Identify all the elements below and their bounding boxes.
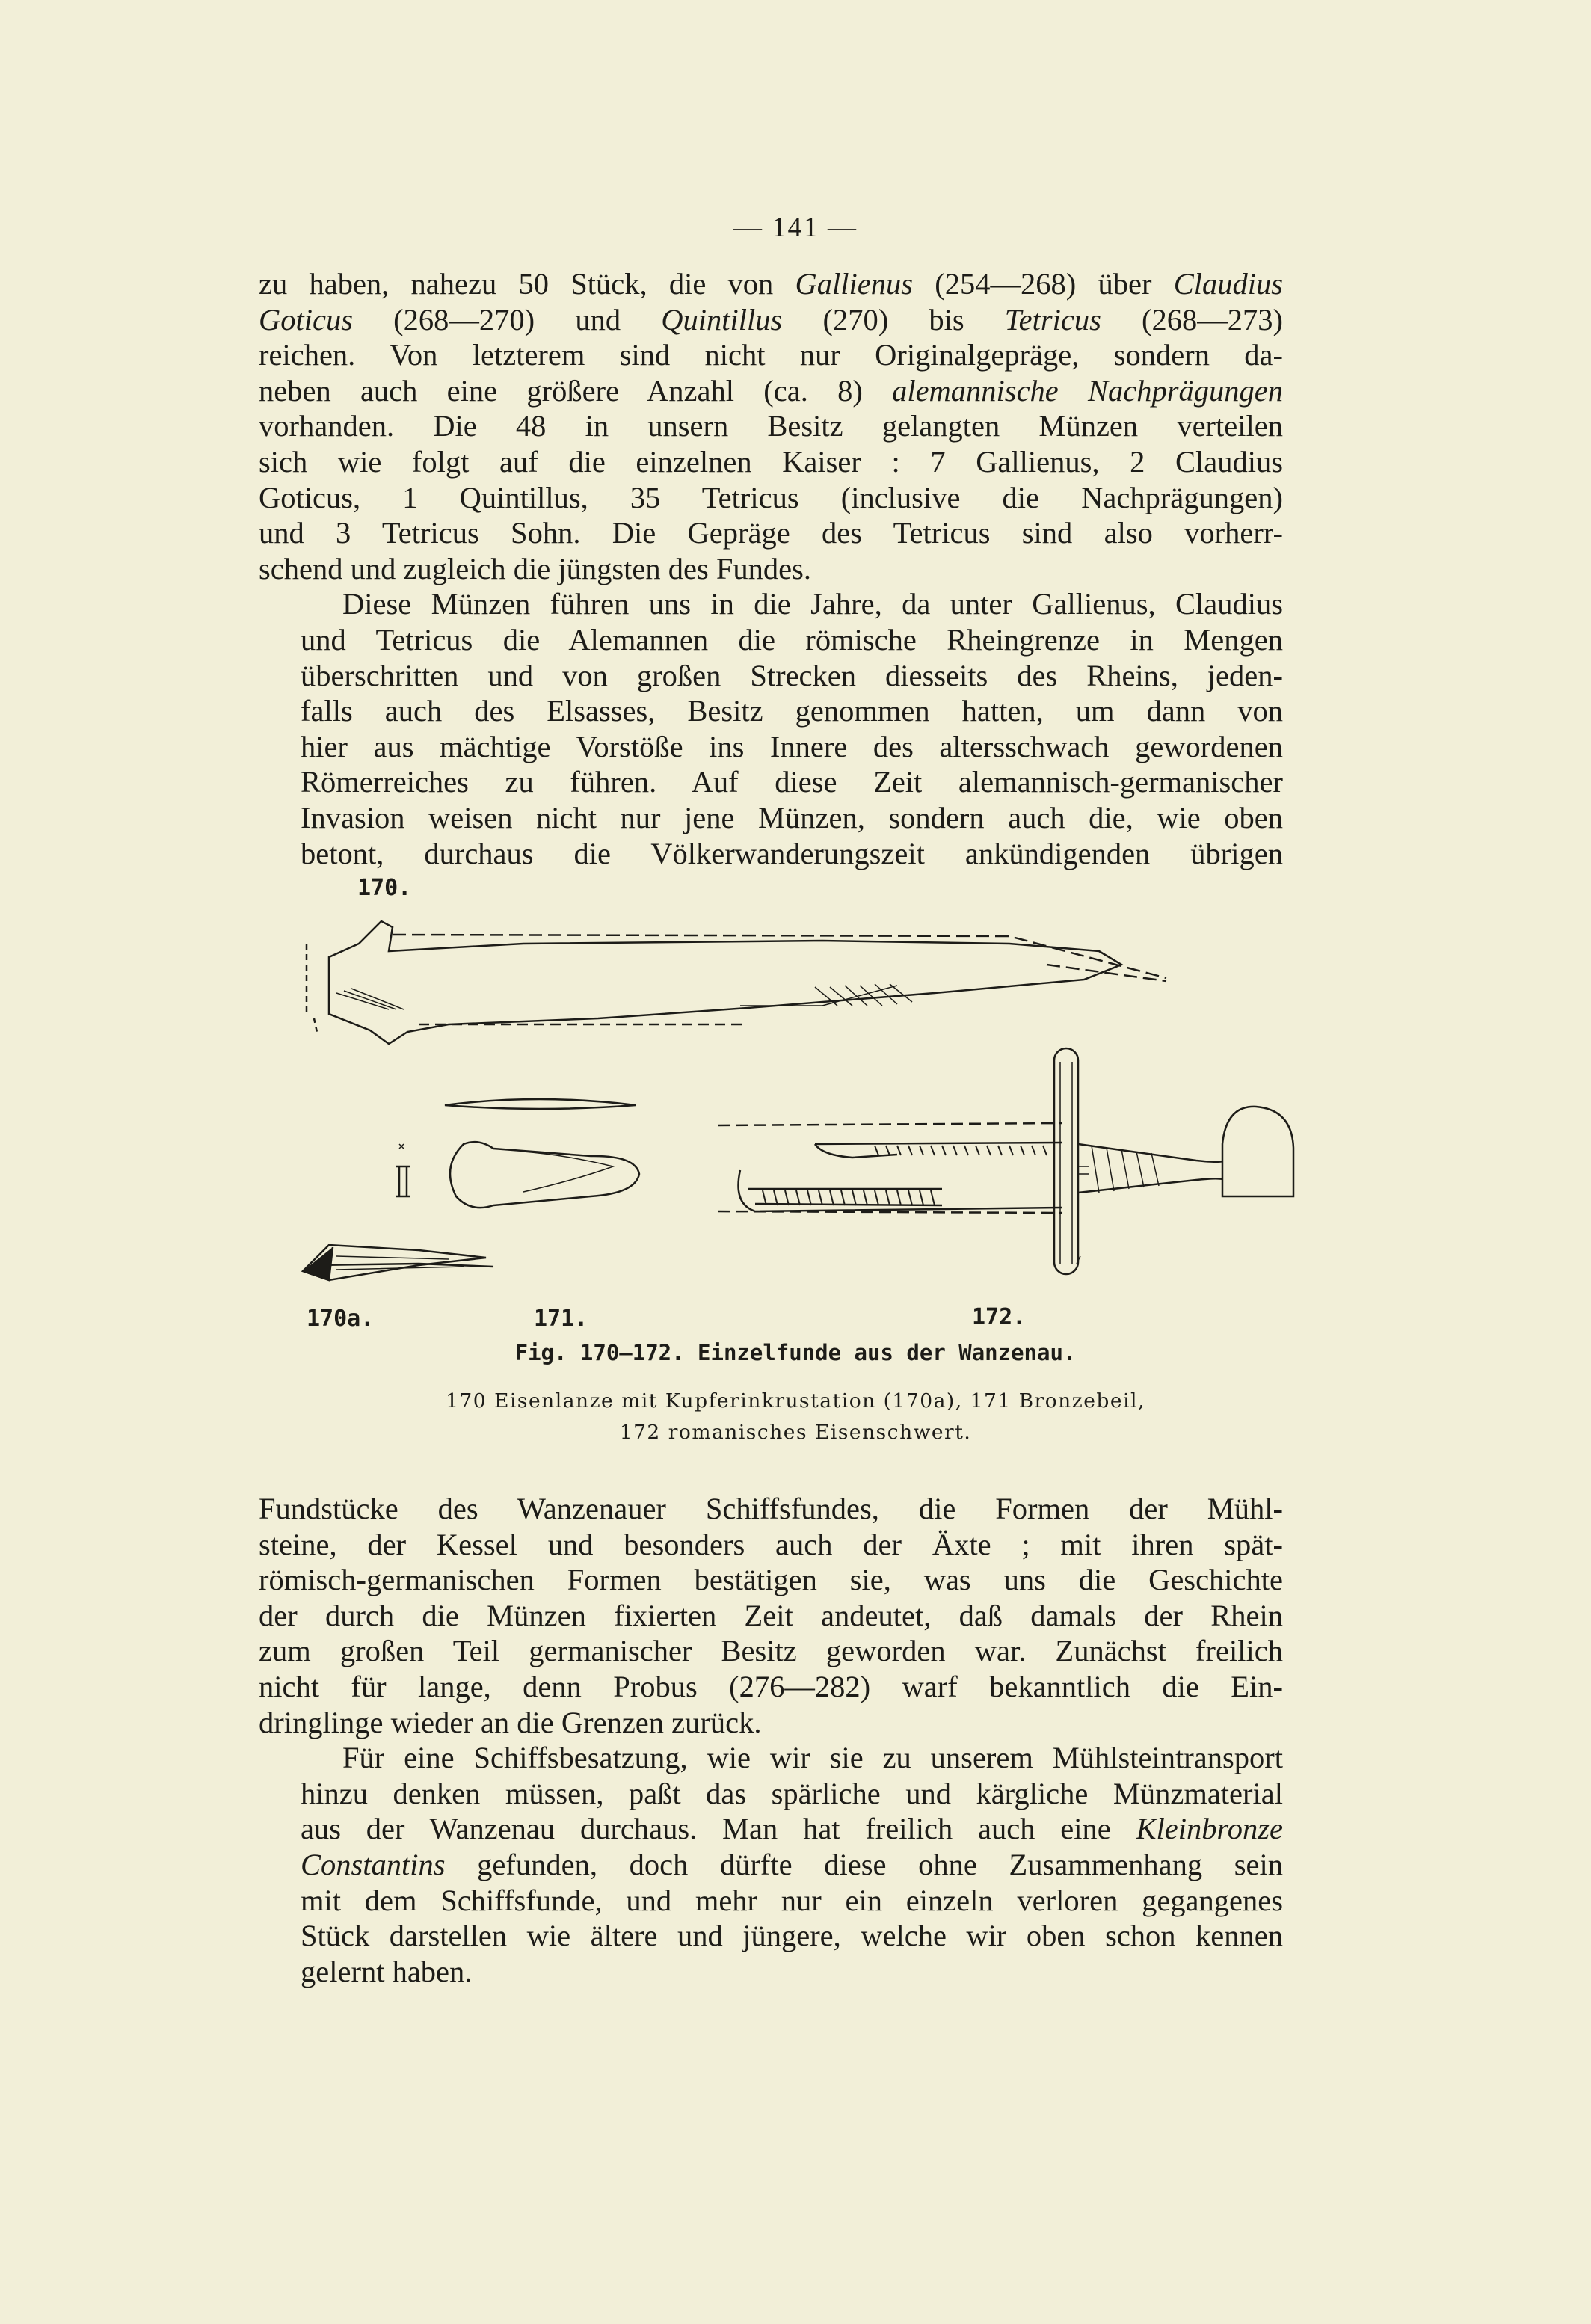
text-line: und Tetricus die Alemannen die römische Rheingrenze in Mengen [301,622,1283,657]
page-number: — 141 — [733,212,858,243]
text-line: zu haben, nahezu 50 Stück, die von Gallienus (254—268) über Claudius [259,267,1283,301]
text-line: gelernt haben. [301,1954,473,1988]
figure-label-171: 171. [534,1306,588,1332]
text-line: Diese Münzen führen uns in die Jahre, da unter Gallienus, Claudius [342,587,1283,621]
text-line: dringlinge wieder an die Grenzen zurück. [259,1705,762,1739]
socket-170a-drawing [303,1245,493,1280]
figure-title: Fig. 170—172. Einzelfunde aus der Wanzenau. [514,1340,1077,1365]
text-line: und 3 Tetricus Sohn. Die Gepräge des Tetricus sind also vorherr- [259,516,1283,550]
text-line: hinzu denken müssen, paßt das spärliche und kärgliche Münzmaterial [301,1776,1283,1810]
text-line: nicht für lange, denn Probus (276—282) warf bekanntlich die Ein- [259,1669,1283,1703]
axe-171-drawing [396,1099,639,1208]
italic-name: Goticus [259,302,353,336]
text-block-bottom [259,1491,1283,1989]
figure-label-172: 172. [972,1304,1027,1330]
text-line: steine, der Kessel und besonders auch der Äxte ; mit ihren spät- [259,1527,1283,1561]
lance-170-drawing [307,921,1166,1044]
italic-name: Quintillus [661,302,783,336]
italic-name: alemannische Nachprägungen [892,373,1283,408]
text-line: Stück darstellen wie ältere und jüngere, welche wir oben schon kennen [301,1919,1283,1953]
text-line: zum großen Teil germanischer Besitz geworden war. Zunächst freilich [259,1634,1283,1668]
figure-label-170a: 170a. [307,1306,375,1332]
text-line: neben auch eine größere Anzahl (ca. 8) alemannische Nachprägungen [259,373,1283,408]
text-line: Goticus, 1 Quintillus, 35 Tetricus (inclusive die Nachprägungen) [259,480,1283,514]
figure-caption-line-1: 170 Eisenlanze mit Kupferinkrustation (170a), 171 Bronzebeil, [446,1389,1145,1412]
text-line: betont, durchaus die Völkerwanderungszeit ankündigenden übrigen [301,836,1283,870]
text-line: der durch die Münzen fixierten Zeit andeutet, daß damals der Rhein [259,1598,1283,1632]
italic-name: Claudius [1173,267,1283,301]
italic-name: Kleinbronze [1136,1812,1283,1846]
text-line: aus der Wanzenau durchaus. Man hat freilich auch eine Kleinbronze [301,1812,1283,1846]
text-line: Für eine Schiffsbesatzung, wie wir sie zu unserem Mühlsteintransport [342,1741,1283,1775]
figure-caption-line-2: 172 romanisches Eisenschwert. [619,1421,972,1444]
paragraph [259,1740,1283,1989]
text-line: Goticus (268—270) und Quintillus (270) bis Tetricus (268—273) [259,302,1283,336]
text-line: Fundstücke des Wanzenauer Schiffsfundes, die Formen der Mühl- [259,1492,1283,1525]
figure-label-170: 170. [357,875,412,901]
sword-172-drawing [718,1048,1293,1274]
text-line: schend und zugleich die jüngsten des Fundes. [259,551,811,585]
text-line: sich wie folgt auf die einzelnen Kaiser : 7 Gallienus, 2 Claudius [259,444,1283,479]
text-line: Constantins gefunden, doch dürfte diese ohne Zusammenhang sein [301,1847,1283,1881]
text-line: Römerreiches zu führen. Auf diese Zeit alemannisch-germanischer [301,765,1283,799]
italic-name: Constantins [301,1847,446,1881]
italic-name: Gallienus [795,267,914,301]
text-line: überschritten und von großen Strecken diesseits des Rheins, jeden- [301,658,1283,692]
paragraph [259,1491,1283,1740]
text-line: hier aus mächtige Vorstöße ins Innere des altersschwach gewordenen [301,729,1283,763]
text-line: mit dem Schiffsfunde, und mehr nur ein einzeln verloren gegangenes [301,1883,1283,1917]
italic-name: Tetricus [1004,302,1101,336]
text-line: falls auch des Elsasses, Besitz genommen hatten, um dann von [301,694,1283,728]
text-line: Invasion weisen nicht nur jene Münzen, sondern auch die, wie oben [301,800,1283,834]
text-line: vorhanden. Die 48 in unsern Besitz gelangten Münzen verteilen [259,409,1283,443]
text-line: römisch-germanischen Formen bestätigen sie, was uns die Geschichte [259,1563,1283,1597]
text-line: reichen. Von letzterem sind nicht nur Originalgepräge, sondern da- [259,338,1283,372]
